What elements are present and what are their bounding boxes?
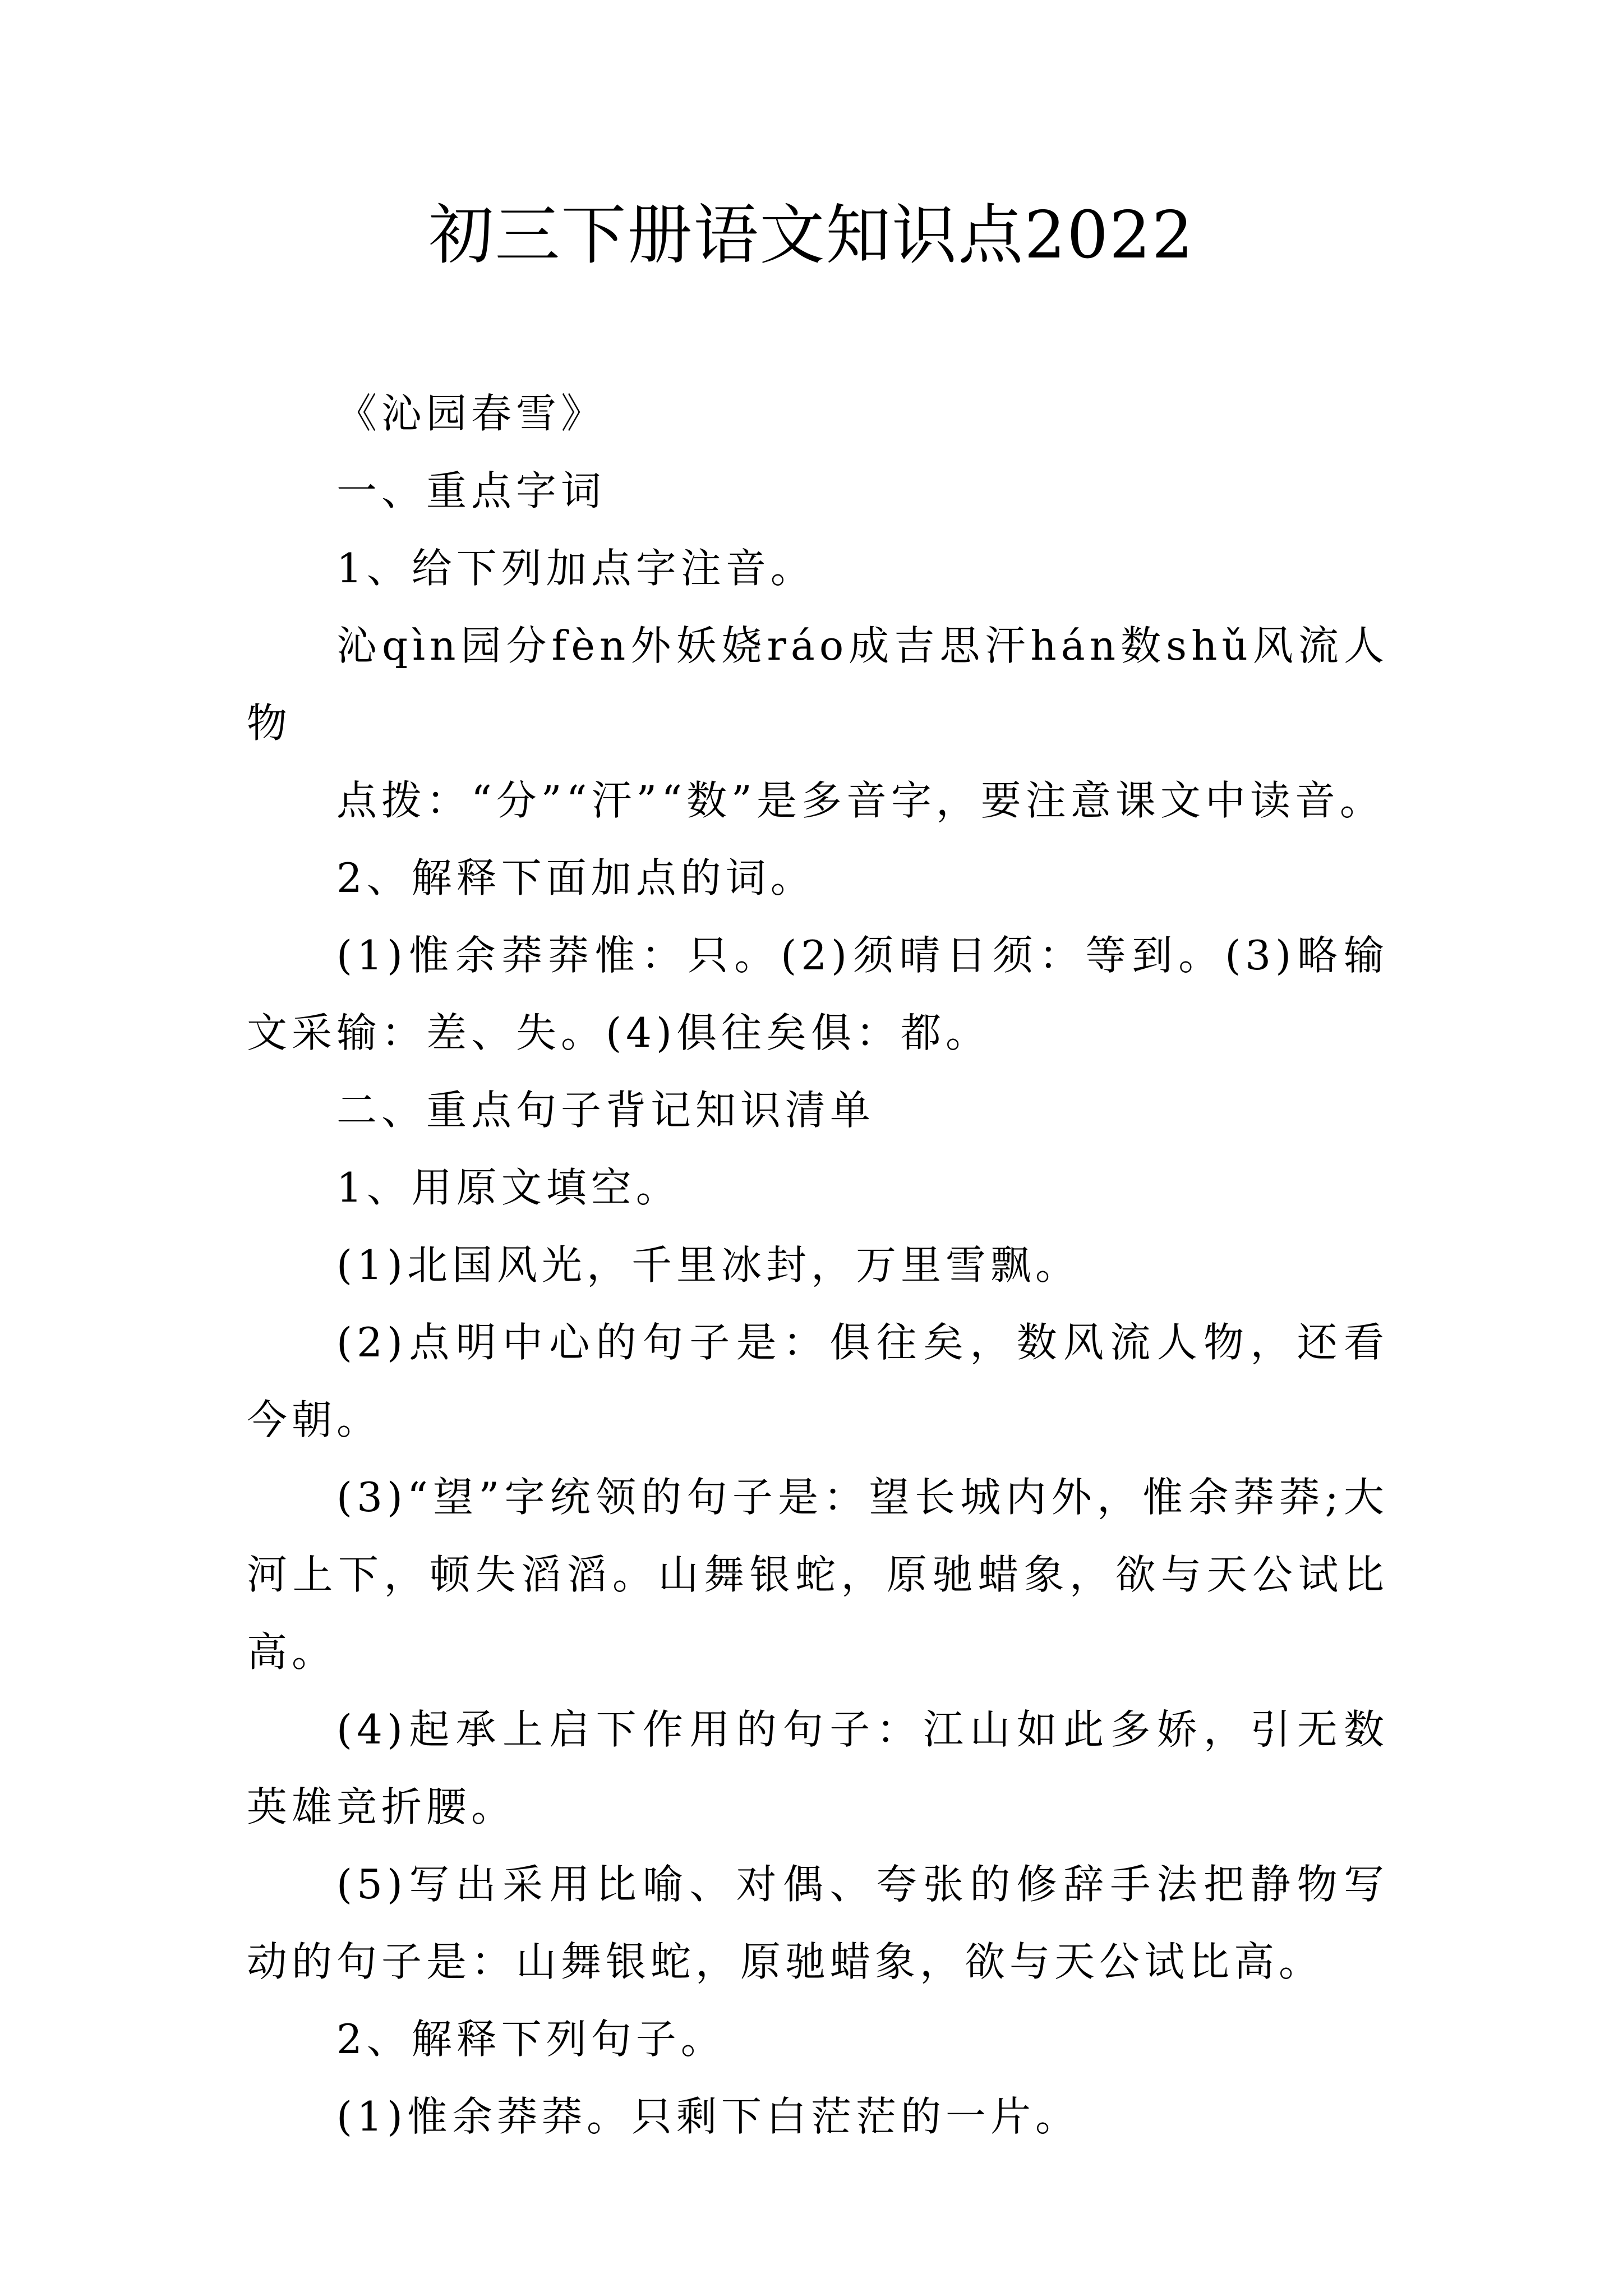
question-explain-sentences: 2、解释下列句子。	[336, 2016, 726, 2063]
answer-item-5: (5)写出采用比喻、对偶、夸张的修辞手法把静物写动的句子是：山舞银蛇，原驰蜡象，欲与天公试比高。	[247, 1861, 1389, 1985]
answer-item-1: (1)北国风光，千里冰封，万里雪飘。	[336, 1241, 1080, 1289]
question-fill-blanks: 1、用原文填空。	[336, 1164, 681, 1211]
hint-paragraph: 点拨：“分”“汗”“数”是多音字，要注意课文中读音。	[336, 777, 1385, 824]
question-explain-words: 2、解释下面加点的词。	[336, 854, 815, 901]
poem-title: 《沁园春雪》	[336, 390, 606, 437]
pinyin-answers: 沁qìn园分fèn外妖娆ráo成吉思汗hán数shǔ风流人物	[247, 622, 1389, 747]
question-pinyin: 1、给下列加点字注音。	[336, 545, 815, 592]
word-explanations: (1)惟余莽莽惟：只。(2)须晴日须：等到。(3)略输文采输：差、失。(4)俱往矣俱：都。	[247, 932, 1389, 1056]
document-title: 初三下册语文知识点2022	[428, 197, 1195, 273]
section-heading-key-sentences: 二、重点句子背记知识清单	[336, 1087, 875, 1134]
section-heading-key-words: 一、重点字词	[336, 467, 606, 514]
answer-item-2: (2)点明中心的句子是：俱往矣，数风流人物，还看今朝。	[247, 1319, 1389, 1443]
answer-item-3: (3)“望”字统领的句子是：望长城内外，惟余莽莽;大河上下，顿失滔滔。山舞银蛇，原驰蜡象，欲与天公试比高。	[247, 1474, 1389, 1676]
answer-item-4: (4)起承上启下作用的句子：江山如此多娇，引无数英雄竞折腰。	[247, 1706, 1389, 1830]
document-body	[247, 375, 1389, 2155]
sentence-explanation-1: (1)惟余莽莽。只剩下白茫茫的一片。	[336, 2093, 1080, 2140]
